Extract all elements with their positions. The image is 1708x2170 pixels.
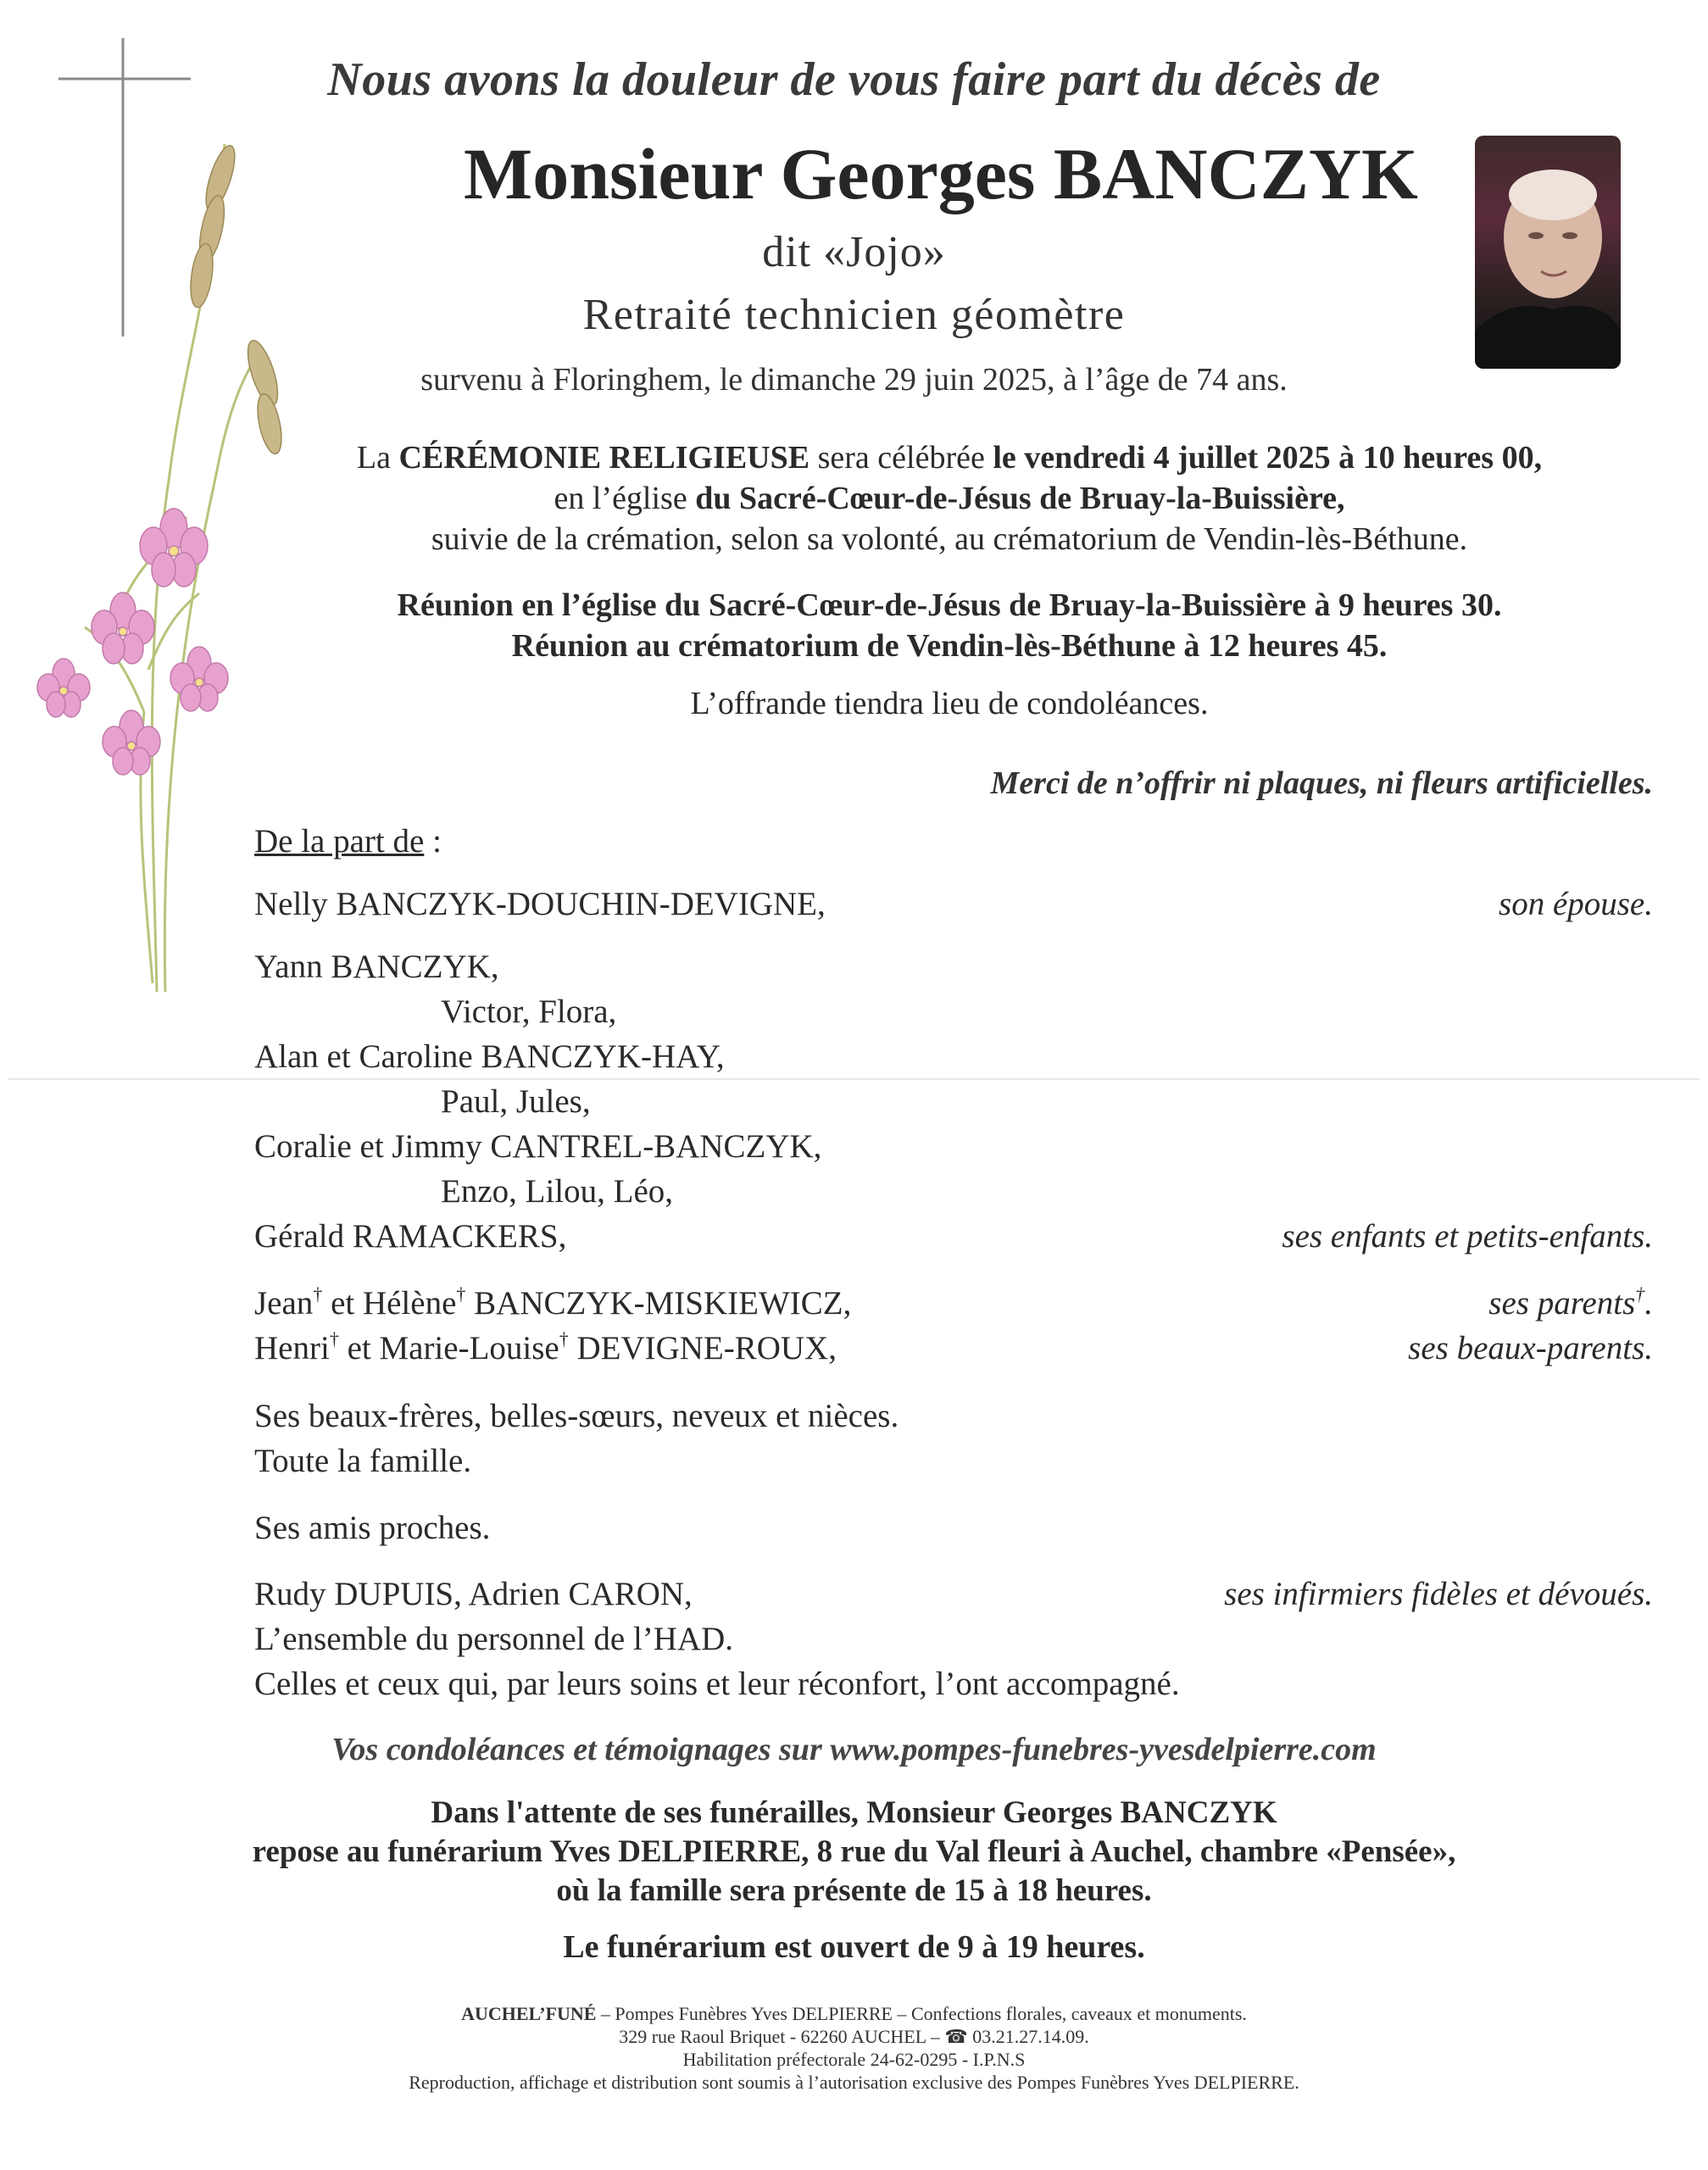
footer [0,2002,1708,2094]
portrait-photo [1475,136,1621,369]
deceased-line: survenu à Floringhem, le dimanche 29 juin 2025, à l’âge de 74 ans. [420,362,1288,398]
ceremony-block [288,437,1611,559]
reunions-block [288,585,1611,666]
fold-line [8,1078,1700,1080]
footer-reproduction: Reproduction, affichage et distribution sont soumis à l’autorisation exclusive des Pompes Funèbres Yves DELPIERRE. [409,2072,1299,2093]
funerarium-info: Dans l'attente de ses funérailles, Monsieur Georges BANCZYK repose au funérarium Yves DELPIERRE, 8 rue du Val fleuri à Auchel, chambre «Pensée», où la famille sera présente de 15 à 18 heures. [252,1795,1456,1908]
opening-hours: Le funérarium est ouvert de 9 à 19 heures. [563,1929,1145,1965]
website-line: Vos condoléances et témoignages sur www.pompes-funebres-yvesdelpierre.com [331,1732,1377,1767]
deceased-name: Monsieur Georges BANCZYK [464,133,1418,214]
intro-line: Nous avons la douleur de vous faire part du décès de [327,53,1381,106]
ceremony-line-3: suivie de la crémation, selon sa volonté, au crématorium de Vendin-lès-Béthune. [431,521,1468,557]
ceremony-line-1: La CÉRÉMONIE RELIGIEUSE sera célébrée le vendredi 4 juillet 2025 à 10 heures 00, [356,440,1543,476]
footer-address: 329 rue Raoul Briquet - 62260 AUCHEL – ☎ 03.21.27.14.09. [619,2026,1089,2047]
merci-line: Merci de n’offrir ni plaques, ni fleurs artificielles. [990,765,1653,801]
reunion-church: Réunion en l’église du Sacré-Cœur-de-Jésus de Bruay-la-Buissière à 9 heures 30. [397,587,1502,623]
violet-flowers [37,509,228,775]
spouse-role: son épouse. [1499,886,1653,922]
spouse-name: Nelly BANCZYK-DOUCHIN-DEVIGNE, [254,886,826,922]
ceremony-line-2: en l’église du Sacré-Cœur-de-Jésus de Bruay-la-Buissière, [554,481,1345,516]
offrande-line: L’offrande tiendra lieu de condoléances. [690,686,1209,721]
nickname: dit «Jojo» [762,228,946,276]
reunion-crematorium: Réunion au crématorium de Vendin-lès-Béthune à 12 heures 45. [511,628,1388,664]
nurses-role: ses infirmiers fidèles et dévoués. [1224,1576,1653,1612]
footer-company: AUCHEL’FUNÉ – Pompes Funèbres Yves DELPIERRE – Confections florales, caveaux et monuments. [461,2003,1247,2024]
children-role: ses enfants et petits-enfants. [1282,1218,1653,1255]
phone-icon: ☎ [944,2026,968,2047]
footer-habilitation: Habilitation préfectorale 24-62-0295 - I.P.N.S [682,2049,1026,2070]
profession: Retraité technicien géomètre [582,291,1126,339]
